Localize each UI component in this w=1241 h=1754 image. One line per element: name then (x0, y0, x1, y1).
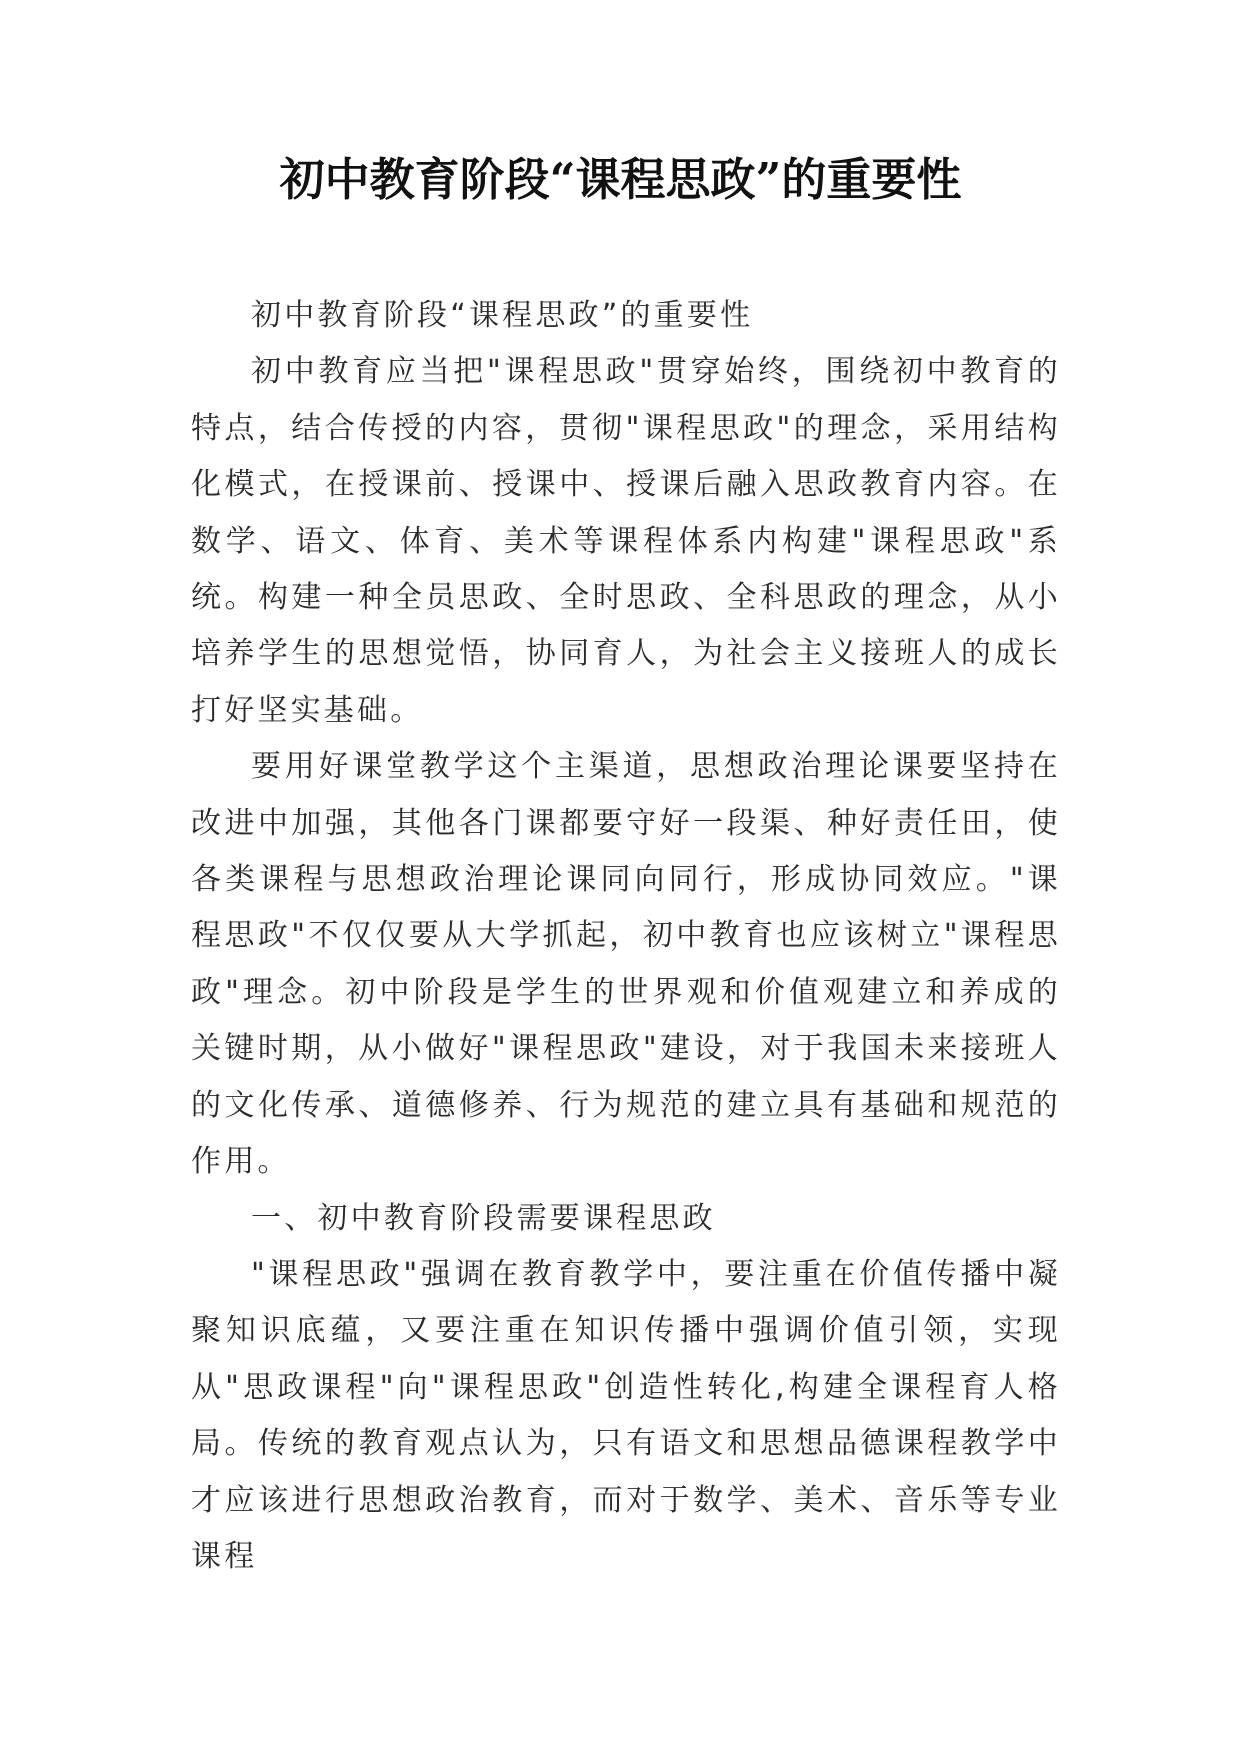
paragraph-subtitle: 初中教育阶段“课程思政”的重要性 (251, 298, 754, 333)
paragraph-2: 要用好课堂教学这个主渠道，思想政治理论课要坚持在改进中加强，其他各门课都要守好一段渠、种好责任田，使各类课程与思想政治理论课同向同行，形成协同效应。"课程思政"不仅仅要从大学抓起，初中教育也应该树立"课程思政"理念。初中阶段是学生的世界观和价值观建立和养成的关键时期，从小做好"课程思政"建设，对于我国未来接班人的文化传承、道德修养、行为规范的建立具有基础和规范的作用。 (191, 749, 1061, 1180)
section-heading-1: 一、初中教育阶段需要课程思政 (251, 1200, 716, 1236)
document-title: 初中教育阶段“课程思政”的重要性 (279, 153, 962, 206)
paragraph-1: 初中教育应当把"课程思政"贯穿始终，围绕初中教育的特点，结合传授的内容，贯彻"课程思政"的理念，采用结构化模式，在授课前、授课中、授课后融入思政教育内容。在数学、语文、体育、美术等课程体系内构建"课程思政"系统。构建一种全员思政、全时思政、全科思政的理念，从小培养学生的思想觉悟，协同育人，为社会主义接班人的成长打好坚实基础。 (191, 354, 1061, 728)
document-body (191, 288, 1061, 1585)
paragraph-3: "课程思政"强调在教育教学中，要注重在价值传播中凝聚知识底蕴，又要注重在知识传播中强调价值引领，实现从"思政课程"向"课程思政"创造性转化,构建全课程育人格局。传统的教育观点认为，只有语文和思想品德课程教学中才应该进行思想政治教育，而对于数学、美术、音乐等专业课程 (191, 1256, 1061, 1574)
